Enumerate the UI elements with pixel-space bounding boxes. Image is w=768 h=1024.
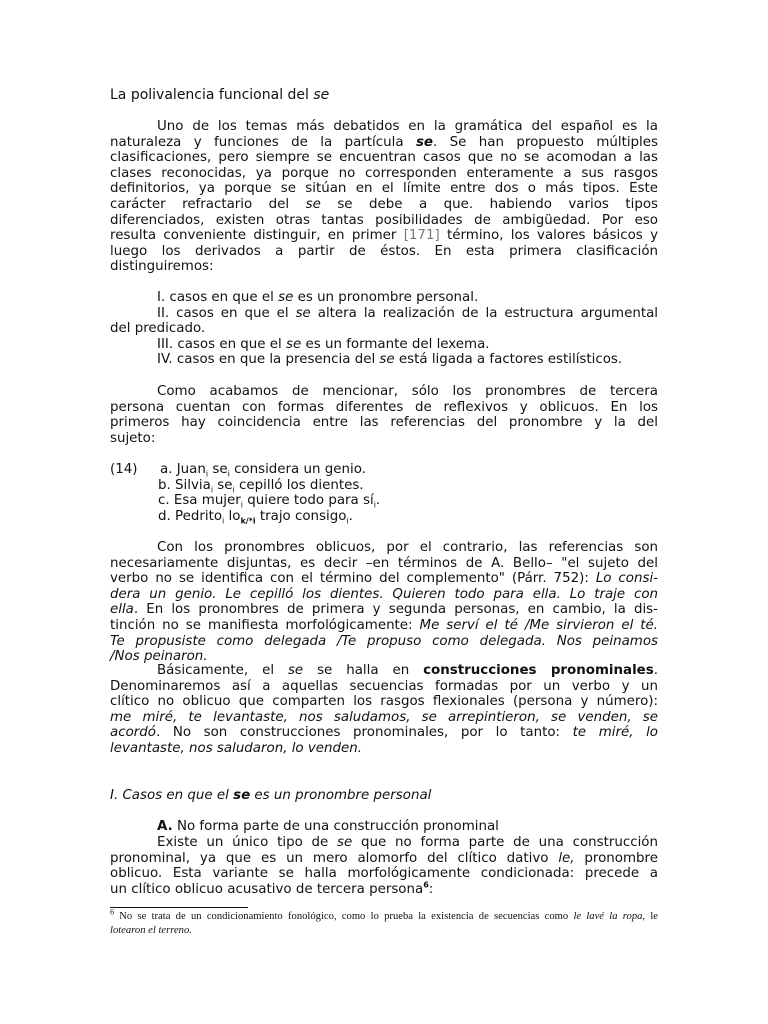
page-reference-link: [171] [403,228,440,244]
footnote-divider [110,907,248,908]
classification-list: I. casos en que el se es un pronombre personal. II. casos en que el se altera la realización de la estructura argumental del predicado. III. casos en que el se es un formante del lexema. IV. casos en que la presencia del se está ligada a factores estilísticos. [110,290,658,368]
example-item: b. Silvia$_i$ $se_i$ cepilló los dientes. [158,477,364,495]
paragraph-oblique: Con los pronombres oblicuos, por el contrario, las referencias son necesariamente disjuntas, es decir –en términos de A. Bello– "el sujeto del verbo no se identifica con el término del complemento" (Párr. 752): Lo consi- dera un genio. Le cepilló los dientes. Quieren todo para ella. Lo traje con ella. En los pronombres de primera y segunda personas, en cambio, la dis- tinción no se manifiesta morfológicamente: Me serví el té /Me sirvieron el té. Te propusiste como delegada /Te propuso como delegada. Nos peinamos /Nos peinaron. [110,540,658,665]
example-item: d. Pedrito$_i$ $lo_{k/*i}$ trajo consigo$_i$. [158,508,353,526]
example-item: a. Juan$_i$ $se_i$ considera un genio. [160,462,366,479]
page-title: La polivalencia funcional del se [110,87,330,103]
paragraph-intro: Uno de los temas más debatidos en la gramática del español es la naturaleza y funciones de la partícula se. Se han propuesto múltiples clasificaciones, pero siempre se encuentran casos que no se acomodan a las clases reconocidas, ya porque no corresponden enteramente a sus rasgos definitorios, ya porque se sitúan en el límite entre dos o más tipos. Este carácter refractario del se se debe a que. habiendo varios tipos diferenciados, existen otras tantas posibilidades de ambigüedad. Por eso resulta conveniente distinguir, en primer [171] término, los valores básicos y luego los derivados a partir de éstos. En esta primera clasificación distinguiremos: [110,119,659,275]
example-number: (14) [110,462,138,477]
list-item: I. casos en que el se es un pronombre personal. [157,290,479,305]
subsection-a: A. No forma parte de una construcción pronominal [157,819,499,834]
list-item: II. casos en que el se altera la realización de la estructura argumental [157,305,658,321]
footnote-marker: 6 [423,880,429,890]
section-heading: I. Casos en que el se es un pronombre personal [110,788,432,803]
paragraph-third-person: Como acabamos de mencionar, sólo los pronombres de tercera persona cuentan con formas diferentes de reflexivos y oblicuos. En los primeros hay coincidencia entre las referencias del pronombre y la del sujeto: [110,384,658,446]
paragraph-pronominal: Básicamente, el se se halla en construcciones pronominales. Denominaremos así a aquellas secuencias formadas por un verbo y un clítico no oblicuo que comparten los rasgos flexionales (persona y número): me miré, te levantaste, nos saludamos, se arrepintieron, se venden, se acordó. No son construcciones pronominales, por lo tanto: te miré, lo levantaste, nos saludaron, lo venden. [110,663,659,756]
example-item: c. Esa mujer$_i$ quiere todo para $sí_i$. [158,493,381,510]
list-item: IV. casos en que la presencia del se está ligada a factores estilísticos. [157,352,623,368]
list-item: III. casos en que el se es un formante del lexema. [157,336,490,352]
footnote: $^6$ No se trata de un condicionamiento fonológico, como lo prueba la existencia de secuencias como le lavé la ropa, le lotearon el terreno. [110,907,658,936]
paragraph-dative: Existe un único tipo de se que no forma parte de una construcción pronominal, ya que es un mero alomorfo del clítico dativo le, pronombre oblicuo. Esta variante se halla morfológicamente condicionada: precede a un clítico oblicuo acusativo de tercera persona$^6$: [110,835,658,897]
